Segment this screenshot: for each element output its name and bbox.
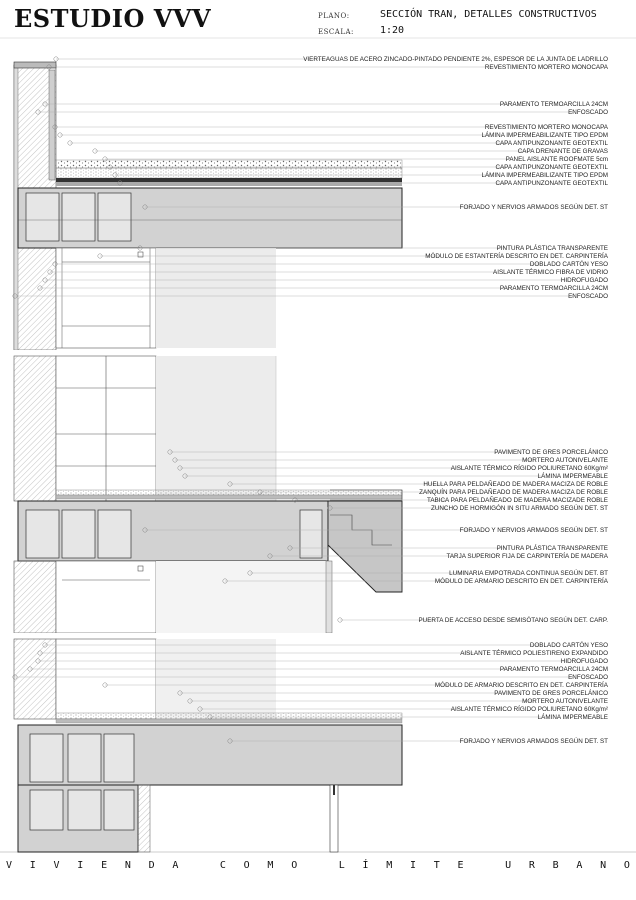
annotation-label: MORTERO AUTONIVELANTE xyxy=(522,457,608,464)
annotation-label: HIDROFUGADO xyxy=(560,658,608,665)
mid-floor-layers xyxy=(56,490,402,500)
annotation-label: HIDROFUGADO xyxy=(560,277,608,284)
annotation-label: PAVIMENTO DE GRES PORCELÁNICO xyxy=(494,690,608,697)
mid-interior xyxy=(14,561,332,633)
footer-letter: M xyxy=(386,860,393,871)
annotation-label: AISLANTE TÉRMICO RÍGIDO POLIURETANO 60Kg/m² xyxy=(450,706,608,713)
footer-letter: A xyxy=(172,860,179,871)
footer-letter xyxy=(315,860,321,871)
annotation-label: DOBLADO CARTÓN YESO xyxy=(529,261,608,268)
annotation-label: PAVIMENTO DE GRES PORCELÁNICO xyxy=(494,449,608,456)
annotation-label: TARJA SUPERIOR FIJA DE CARPINTERÍA DE MADERA xyxy=(446,553,608,560)
footer-letter xyxy=(481,860,487,871)
footer-letter: I xyxy=(29,860,36,871)
annotation-label: FORJADO Y NERVIOS ARMADOS SEGÚN DET. ST xyxy=(459,527,608,534)
annotation-label: REVESTIMIENTO MORTERO MONOCAPA xyxy=(484,124,608,131)
annotation-label: MORTERO AUTONIVELANTE xyxy=(522,698,608,705)
annotation-label: PINTURA PLÁSTICA TRANSPARENTE xyxy=(496,245,608,252)
annotation-label: CAPA ANTIPUNZONANTE GEOTEXTIL xyxy=(495,164,608,171)
footer-letter: A xyxy=(576,860,583,871)
footer-letter: E xyxy=(101,860,108,871)
footer-letter: C xyxy=(219,860,226,871)
annotation-label: FORJADO Y NERVIOS ARMADOS SEGÚN DET. ST xyxy=(459,738,608,745)
annotation-label: MÓDULO DE ARMARIO DESCRITO EN DET. CARPINTERÍA xyxy=(434,578,608,585)
footer-letter: D xyxy=(148,860,155,871)
footer-letter: N xyxy=(600,860,607,871)
footer-letter: O xyxy=(623,860,630,871)
footer-letter: M xyxy=(267,860,274,871)
footer-motto xyxy=(0,860,636,871)
annotation-label: MÓDULO DE ARMARIO DESCRITO EN DET. CARPINTERÍA xyxy=(434,682,608,689)
annotation-label: PINTURA PLÁSTICA TRANSPARENTE xyxy=(496,545,608,552)
annotation-label: LUMINARIA EMPOTRADA CONTINUA SEGÚN DET. BT xyxy=(449,570,608,577)
annotation-label: LÁMINA IMPERMEABILIZANTE TIPO EPDM xyxy=(481,132,608,139)
escala-value: 1:20 xyxy=(380,25,405,36)
annotation-label: TABICA PARA PELDAÑEADO DE MADERA MACIZADE ROBLE xyxy=(426,497,608,504)
footer-letter: I xyxy=(410,860,417,871)
annotation-label: ZANQUÍN PARA PELDAÑEADO DE MADERA MACIZA DE ROBLE xyxy=(419,489,608,496)
footer-letter: B xyxy=(552,860,559,871)
footer-letter xyxy=(196,860,202,871)
annotation-label: FORJADO Y NERVIOS ARMADOS SEGÚN DET. ST xyxy=(459,204,608,211)
footer-letter: I xyxy=(77,860,84,871)
lower-slab xyxy=(18,725,402,852)
annotation-label: PARAMENTO TERMOARCILLA 24CM xyxy=(499,666,608,673)
escala-label: ESCALA: xyxy=(318,28,354,36)
footer-letter: V xyxy=(6,860,13,871)
annotation-label: PANEL AISLANTE ROOFMATE 5cm xyxy=(505,156,608,163)
roof-slab xyxy=(18,188,402,248)
middle-wall xyxy=(14,356,276,501)
annotation-label: ZUNCHO DE HORMIGÓN IN SITU ARMADO SEGÚN DET. ST xyxy=(430,505,608,512)
plano-label: PLANO: xyxy=(318,12,350,20)
annotation-label: PARAMENTO TERMOARCILLA 24CM xyxy=(499,285,608,292)
annotation-labels xyxy=(303,56,609,745)
roof-layers xyxy=(56,160,402,186)
footer-letter: L xyxy=(338,860,345,871)
footer-letter: E xyxy=(457,860,464,871)
annotation-label: ENFOSCADO xyxy=(568,109,608,116)
footer-letter: O xyxy=(243,860,250,871)
footer-letter: N xyxy=(124,860,131,871)
annotation-label: CAPA ANTIPUNZONANTE GEOTEXTIL xyxy=(495,140,608,147)
lower-wall xyxy=(14,639,402,723)
studio-title: ESTUDIO VVV xyxy=(14,4,212,33)
annotation-label: ENFOSCADO xyxy=(568,674,608,681)
annotation-label: PUERTA DE ACCESO DESDE SEMISÓTANO SEGÚN DET. CARP. xyxy=(418,617,608,624)
footer-letter: Í xyxy=(362,860,369,871)
annotation-label: ENFOSCADO xyxy=(568,293,608,300)
annotation-label: AISLANTE TÉRMICO POLIESTIRENO EXPANDIDO xyxy=(460,650,608,657)
annotation-label: AISLANTE TÉRMICO FIBRA DE VIDRIO xyxy=(493,269,608,276)
footer-letter: V xyxy=(53,860,60,871)
annotation-label: CAPA ANTIPUNZONANTE GEOTEXTIL xyxy=(495,180,608,187)
annotation-label: DOBLADO CARTÓN YESO xyxy=(529,642,608,649)
footer-letter: U xyxy=(505,860,512,871)
annotation-label: AISLANTE TÉRMICO RÍGIDO POLIURETANO 60Kg/m² xyxy=(450,465,608,472)
annotation-label: HUELLA PARA PELDAÑEADO DE MADERA MACIZA DE ROBLE xyxy=(423,481,608,488)
annotation-label: MÓDULO DE ESTANTERÍA DESCRITO EN DET. CARPINTERÍA xyxy=(425,253,608,260)
plano-value: SECCIÓN TRAN, DETALLES CONSTRUCTIVOS xyxy=(380,9,597,20)
annotation-label: REVESTIMIENTO MORTERO MONOCAPA xyxy=(484,64,608,71)
annotation-label: LÁMINA IMPERMEABLE xyxy=(537,714,608,721)
annotation-label: PARAMENTO TERMOARCILLA 24CM xyxy=(499,101,608,108)
footer-letter: O xyxy=(291,860,298,871)
upper-interior xyxy=(56,248,276,348)
annotation-label: LÁMINA IMPERMEABILIZANTE TIPO EPDM xyxy=(481,172,608,179)
footer-letter: R xyxy=(528,860,535,871)
annotation-label: LÁMINA IMPERMEABLE xyxy=(537,473,608,480)
annotation-label: CAPA DRENANTE DE GRAVAS xyxy=(517,148,608,155)
footer-letter: T xyxy=(433,860,440,871)
annotation-label: VIERTEAGUAS DE ACERO ZINCADO-PINTADO PENDIENTE 2%, ESPESOR DE LA JUNTA DE LADRILLO xyxy=(303,56,608,63)
